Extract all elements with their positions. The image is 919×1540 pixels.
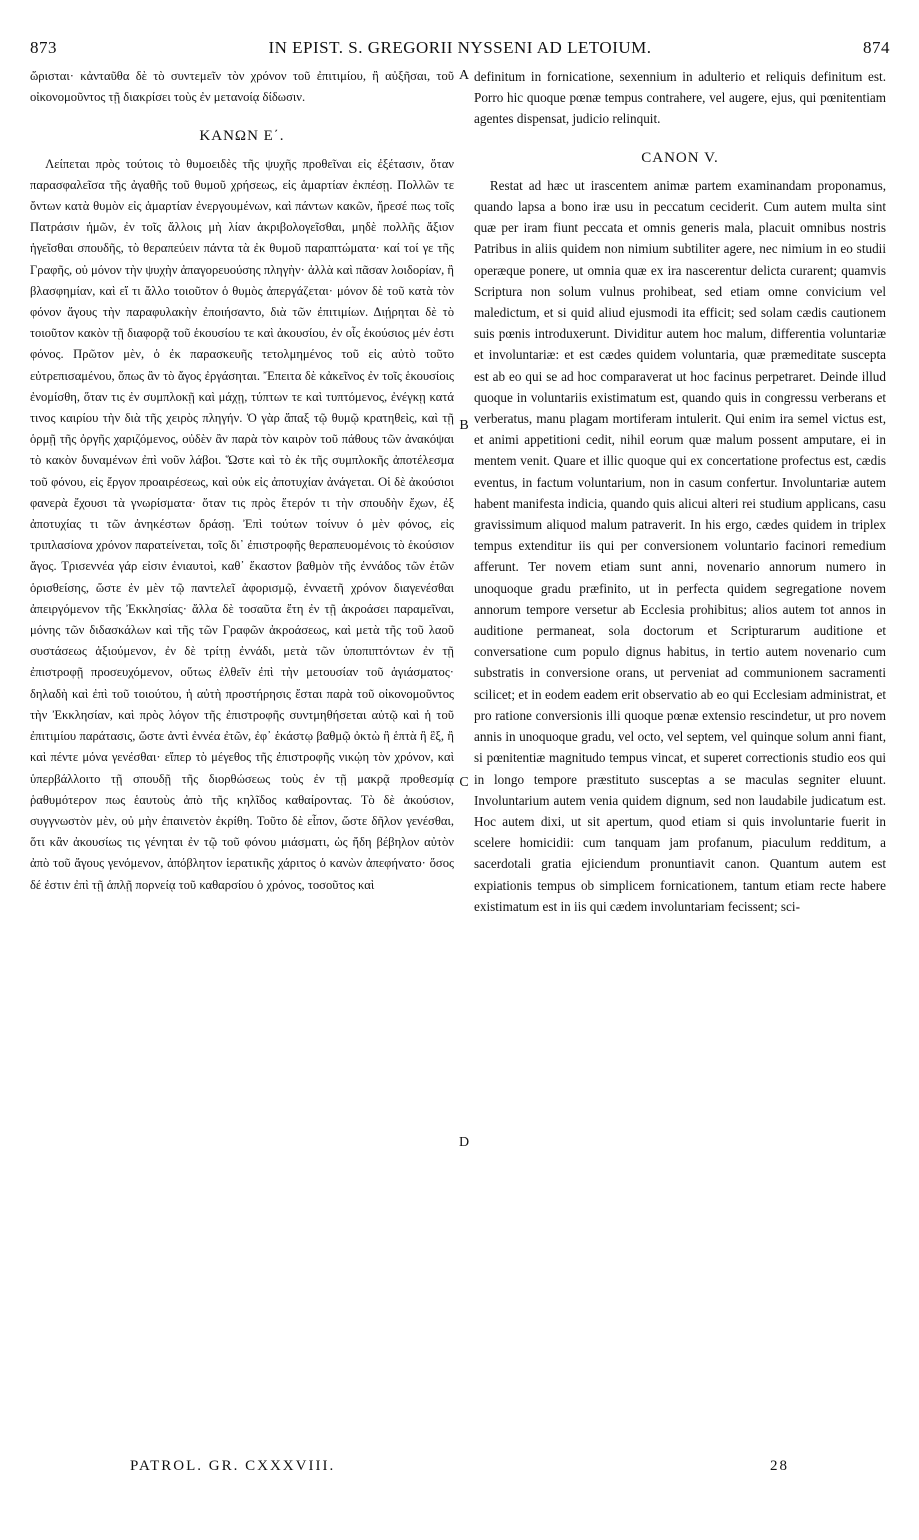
section-marker-d: D xyxy=(458,1135,470,1150)
section-marker-a: A xyxy=(458,68,470,83)
page-number-left: 873 xyxy=(30,38,57,57)
greek-canon-paragraph: Λείπεται πρὸς τούτοις τὸ θυμοειδὲς τῆς ψυχῆς προθεῖναι εἰς ἐξέτασιν, ὅταν παρασφαλεῖσα τῆς ἀγαθῆς τοῦ θυμοῦ χρήσεως, εἰς ἁμαρτίαν ἐκπέσῃ. Πολλῶν τε ὄντων κατὰ θυμὸν εἰς ἁμαρτίαν ἐνεργουμένων, καὶ πάντων κακῶν, ἤρεσέ πως τοῖς Πατράσιν ἡμῶν, ἐν τοῖς ἄλλοις μὴ λίαν ἀκριβολογεῖσθαι, μηδὲ πολλῆς ἄξιον ἡγεῖσθαι σπουδῆς, τὸ θεραπεύειν πάντα τὰ ἐκ θυμοῦ παραπτώματα· καί τοί γε τῆς Γραφῆς, οὐ μόνον τὴν ψυχὴν ἀπαγορευούσης πληγὴν· ἀλλὰ καὶ πᾶσαν λοιδορίαν, ἢ βλασφημίαν, καὶ εἴ τι ἄλλο τοιοῦτον ὁ θυμὸς ἀπεργάζεται· μόνον δὲ τοῦ κατὰ τὸν φόνον ἄγους τὴν παραφυλακὴν ἐποιήσαντο, διὰ τῶν ἐπιτιμίων. Διῄρηται δὲ τὸ τοιοῦτον κακὸν τῇ διαφορᾷ τοῦ ἑκουσίου τε καὶ ἀκουσίου, ἐν οἷς ἑκούσιος μέν ἐστι φόνος. Πρῶτον μὲν, ὁ ἐκ παρασκευῆς τετολμημένος τοῦ εἰς αὐτὸ τοῦτο εὐτρεπισαμένου, ὅπως ἂν τὸ ἄγος ἐργάσηται. Ἔπειτα δὲ κἀκεῖνος ἐν τοῖς ἑκουσίοις ἐνομίσθη, ὅταν τις ἐν συμπλοκῇ καὶ μάχῃ, τύπτων τε καὶ τυπτόμενος, ἐνέγκῃ κατά τινος καιρίου τὴν διὰ τῆς χειρὸς πληγήν. Ὁ γὰρ ἅπαξ τῷ θυμῷ κρατηθεὶς, καὶ τῇ ὁρμῇ τῆς ὀργῆς χαριζόμενος, οὐδὲν ἂν παρὰ τὸν καιρὸν τοῦ πάθους τῶν ἀνακόψαι τὸ κακὸν δυναμένων ἐπὶ νοῦν λάβοι. Ὥστε καὶ τὸ ἐκ τῆς συμπλοκῆς ἀποτέλεσμα τοῦ φόνου, εἰς ἔργον προαιρέσεως, καὶ οὐκ εἰς ἀποτυχίαν ἀνάγεται. Οἱ δὲ ἀκούσιοι φανερὰ ἔχουσι τὰ γνωρίσματα· ὅταν τις πρὸς ἕτερόν τι τὴν σπουδὴν ἔχων, ἐξ ἀποτυχίας τι τῶν ἀνηκέστων δράσῃ. Ἐπὶ τούτων τοίνυν ὁ μὲν φόνος, εἰς τριπλασίονα χρόνον παρατείνεται, τοῖς δι᾽ ἐπιστροφῆς θεραπευομένοις τὸ ἑκούσιον ἄγος. Τρισεννέα γάρ εἰσιν ἐνιαυτοὶ, καθ᾽ ἕκαστον βαθμὸν τῆς ἐννάδος τῶν ἐτῶν ὁρισθείσης, ὥστε ἐν μὲν τῷ παντελεῖ ἀφορισμῷ, ἐνναετῆ χρόνον διαγενέσθαι ἀπειργόμενον τῆς Ἐκκλησίας· ἄλλα δὲ τοσαῦτα ἔτη ἐν τῇ ἀκροάσει παραμεῖναι, μόνης τῶν διδασκάλων καὶ τῆς τῶν Γραφῶν ἀκροάσεως, καὶ μετὰ τῆς τοῦ λαοῦ συστάσεως ἀξιούμενον, ἐν δὲ τρίτῃ ἐννάδι, μετὰ τῶν ὑποπιπτόντων ἐν τῇ ἐπιστροφῇ προσευχόμενον, οὕτως ἐλθεῖν ἐπὶ τὴν μετουσίαν τοῦ ἁγιάσματος· δηλαδὴ καὶ ἐπὶ τοῦ τοιούτου, ἡ αὐτὴ προστήρησις ἔσται παρὰ τοῦ οἰκονομοῦντος τὴν Ἐκκλησίαν, καὶ πρὸς λόγον τῆς ἐπιστροφῆς συντμηθήσεται αὐτῷ καὶ ἡ τοῦ ἐπιτιμίου παράτασις, ὥστε ἀντὶ ἐννέα ἐτῶν, ἐφ᾽ ἑκάστῳ βαθμῷ ὀκτὼ ἢ ἑπτὰ ἢ ἓξ, ἢ καὶ πέντε μόνα γενέσθαι· εἴπερ τὸ μέγεθος τῆς ἐπιστροφῆς νικῴη τὸν χρόνον, καὶ ὑπερβάλλοιτο τῇ σπουδῇ τῆς διορθώσεως τοὺς ἐν τῇ μακρᾷ προθεσμίᾳ ῥαθυμότερον πως ἑαυτοὺς ἀπὸ τῆς κηλῖδος καθαίροντας. Τὸ δὲ ἀκούσιον, συγγνωστὸν μὲν, οὐ μὴν ἐπαινετὸν ἐκρίθη. Τοῦτο δὲ εἶπον, ὥστε δῆλον γενέσθαι, ὅτι κἂν ἀκουσίως τις γένηται ἐν τῷ τοῦ φόνου μιάσματι, ὡς ἤδη βέβηλον αὐτὸν ἀπὸ τοῦ ἄγους γενόμενον, ἀπόβλητον ἱερατικῆς χάριτος ὁ κανὼν ἀπεφήνατο· ὅσος δέ ἐστιν ἐπὶ τῇ ἁπλῇ πορνείᾳ τοῦ καθαρσίου ὁ χρόνος, τοσοῦτος καὶ xyxy=(30,156,454,892)
running-header xyxy=(30,38,890,64)
section-marker-c: C xyxy=(459,775,469,790)
footer-volume: PATROL. GR. CXXXVIII. xyxy=(130,1458,336,1474)
footer-signature: 28 xyxy=(770,1458,789,1474)
greek-canon-heading: ΚΑΝΩΝ Ε΄. xyxy=(199,128,285,145)
section-marker-b: B xyxy=(459,418,469,433)
latin-canon-paragraph: Restat ad hæc ut irascentem animæ partem examinandam proponamus, quando lapsa a bono iræ usu in peccatum ceciderit. Cum autem multa sint quæ per iram fiunt peccata et omnis generis mala, placuit omnibus nostris Patribus in aliis quidem non nimium subtiliter agere, nec nimium in eo studii operæque ponere, ut omnia quæ ex ira nascerentur delicta curarent; quamvis Scriptura non solum vulnus prohibeat, sed etiam omne convicium vel maledictum, et si quid aliud ejusmodi ita efficit; sed solam cædis cautionem suis pœnis introduxerunt. Dividitur autem hoc malum, differentia voluntariæ et involuntariæ: et est cædes quidem voluntaria, quæ præmeditate suscepta est ab eo qui se ad hoc comparaverat ut hoc facinus perpetraret. Deinde illud quoque in voluntariis existimatum est, quando quis in congressu verberans et verberatus, manu plagam mortiferam intulerit. Qui enim ira semel victus est, et animi appetitioni cedit, nihil eorum quæ malum possent amputare, ei in mentem venit. Quare et illic quoque qui ex concertatione profectus est, cædis eventus, in factum voluntarium, non in casum confertur. Involuntariæ autem habent manifesta indicia, quando quis alicui alteri rei studium applicans, casu gravissimum aliquod malum patraverit. In his ergo, cædes quidem in triplex tempus extenditur iis qui per conversionem voluntario facinori remedium afferunt. Ter novem etiam sunt anni, novenario annorum numero in unoquoque gradu præfinito, ut in perfecta quidem segregatione novem annorum tempore versetur ab Ecclesia prohibitus; alios autem tot annos in auditione permaneat, sola doctorum et Scripturarum auditione et conversatione cum populo dignus habitus, in tertio autem novenario cum substratis in conversione orans, ut perveniat ad communionem sacramenti scilicet; et in eodem eadem erit observatio ab eo qui Ecclesiam administrat, et pro ratione conversionis illi quoque pœnæ extensio rescindetur, ut pro novem annis in unoquoque gradu, vel octo, vel septem, vel quinque solum anni fiant, si pœnitentiæ magnitudo tempus vincat, et superet correctionis studio eos qui in longo tempore præstituto susceptas a se maculas segniter eluunt. Involuntarium autem venia quidem dignum, sed non laudabile judicatum est. Hoc autem dixi, ut sit apertum, quod etiam si quis involuntarie fuerit in scelere homicidii: cum tanquam jam profanum, piaculum redditum, a sacerdotali gratia ejiciendum pronuntiavit canon. Quantum autem est expiationis tempus ob simplicem fornicationem, tantum etiam recte habere existimatum est in iis qui cædem involuntariam fecissent; sci- xyxy=(474,177,886,914)
greek-intro-paragraph: ὥρισται· κἀνταῦθα δὲ τὸ συντεμεῖν τὸν χρόνον τοῦ ἐπιτιμίου, ἢ αὐξῆσαι, τοῦ οἰκονομοῦντος τῇ διακρίσει τοὺς ἐν μετανοίᾳ δίδωσιν. xyxy=(30,69,454,105)
page-number-right: 874 xyxy=(863,38,890,57)
latin-column xyxy=(474,66,886,1461)
latin-intro-paragraph: definitum in fornicatione, sexennium in adulterio et reliquis definitum est. Porro hic quoque pœnæ tempus contrahere, vel augere, ejus, qui pœnitentiam agentes dispensat, judicio relinquit. xyxy=(474,69,886,127)
latin-canon-heading: CANON V. xyxy=(641,149,719,166)
running-title: IN EPIST. S. GREGORII NYSSENI AD LETOIUM. xyxy=(268,38,652,57)
greek-column xyxy=(30,66,454,1461)
